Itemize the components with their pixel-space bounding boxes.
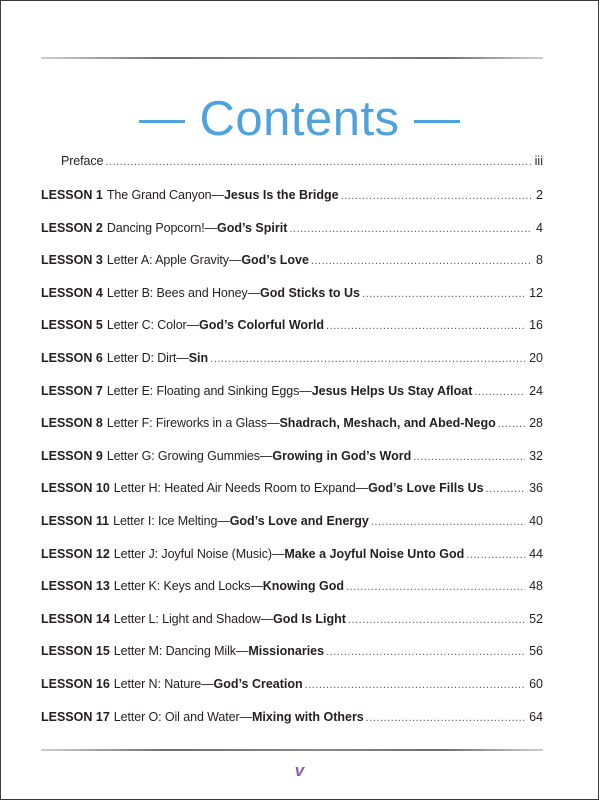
toc-entry-lesson-16[interactable] [41,674,543,694]
toc-entry-lesson-17[interactable] [41,707,543,727]
lesson-theme: Missionaries [248,644,325,659]
dot-leader [474,382,525,402]
title-row [1,89,598,149]
dot-leader [326,316,525,336]
lesson-subtitle: Letter I: Ice Melting— [113,514,230,528]
lesson-theme: God’s Love [241,253,309,268]
dot-leader [311,251,532,271]
dot-leader [326,642,525,662]
lesson-theme: Shadrach, Meshach, and Abed-Nego [279,416,496,431]
lesson-label: LESSON 8 [41,416,103,431]
title-right-dash [414,120,460,123]
lesson-label: LESSON 16 [41,677,110,691]
toc-entry-lesson-2[interactable] [41,218,543,238]
lesson-theme: Sin [188,351,209,365]
dot-leader [289,219,532,239]
lesson-label: LESSON 9 [41,448,103,463]
lesson-page-number: 60 [529,677,543,691]
toc-entry-lesson-14[interactable] [41,609,543,629]
lesson-page-number: 32 [529,448,543,463]
lesson-page-number: 4 [536,220,543,235]
dot-leader [371,512,525,532]
lesson-page-number: 48 [529,579,543,594]
toc-entry-lesson-10[interactable] [41,478,543,498]
preface-page-number: iii [534,154,543,168]
lesson-page-number: 44 [529,546,543,561]
lesson-theme: God’s Love Fills Us [368,481,484,496]
lesson-theme: God’s Spirit [217,220,288,235]
toc-entry-lesson-9[interactable] [41,446,543,466]
lesson-theme: God’s Creation [213,677,303,691]
lesson-subtitle: Letter N: Nature— [113,677,214,691]
lesson-page-number: 36 [529,481,543,496]
lesson-subtitle: Letter J: Joyful Noise (Music)— [113,546,285,561]
page-number: v [294,761,305,780]
lesson-page-number: 52 [529,611,543,626]
lesson-subtitle: Letter A: Apple Gravity— [106,253,242,268]
toc-entry-lesson-8[interactable] [41,413,543,433]
dot-leader [498,414,525,434]
lesson-subtitle: Letter H: Heated Air Needs Room to Expand— [113,481,369,496]
lesson-subtitle: Letter K: Keys and Locks— [113,579,263,594]
page-title: Contents [199,92,400,146]
lesson-label: LESSON 15 [41,644,110,659]
toc-entry-lesson-7[interactable] [41,381,543,401]
lesson-subtitle: Letter E: Floating and Sinking Eggs— [106,383,312,398]
lesson-theme: God’s Love and Energy [229,514,369,528]
lesson-label: LESSON 17 [41,709,110,724]
lesson-label: LESSON 13 [41,579,110,594]
toc-entry-lesson-13[interactable] [41,576,543,596]
dot-leader [210,349,525,369]
lesson-theme: Jesus Helps Us Stay Afloat [311,383,473,398]
lesson-label: LESSON 1 [41,188,103,202]
dot-leader [486,479,525,499]
lesson-label: LESSON 12 [41,546,110,561]
lesson-subtitle: The Grand Canyon— [106,188,224,202]
lesson-subtitle: Letter L: Light and Shadow— [113,611,273,626]
toc-entry-lesson-12[interactable] [41,544,543,564]
lesson-page-number: 12 [529,285,543,300]
dot-leader [346,577,525,597]
lesson-label: LESSON 10 [41,481,110,496]
lesson-label: LESSON 2 [41,220,103,235]
toc-entry-preface[interactable] [61,151,543,171]
lesson-theme: God Is Light [273,611,346,626]
toc-entry-lesson-4[interactable] [41,283,543,303]
lesson-subtitle: Letter M: Dancing Milk— [113,644,249,659]
toc-entry-lesson-1[interactable] [41,185,543,205]
lesson-page-number: 2 [536,188,543,202]
lesson-label: LESSON 4 [41,285,103,300]
lesson-label: LESSON 11 [41,514,110,528]
lesson-page-number: 16 [529,318,543,333]
dot-leader [362,284,525,304]
lesson-theme: Make a Joyful Noise Unto God [284,546,465,561]
dot-leader [413,447,525,467]
toc-entry-lesson-5[interactable] [41,315,543,335]
toc-entry-lesson-3[interactable] [41,250,543,270]
dot-leader [305,675,525,695]
top-divider [41,57,543,59]
lesson-page-number: 40 [529,514,543,528]
bottom-divider [41,749,543,751]
lesson-theme: Mixing with Others [251,709,364,724]
lesson-page-number: 20 [529,351,543,365]
lesson-subtitle: Letter B: Bees and Honey— [106,285,260,300]
dot-leader [466,545,525,565]
lesson-label: LESSON 14 [41,611,110,626]
lesson-theme: Growing in God’s Word [272,448,412,463]
lesson-label: LESSON 7 [41,383,103,398]
lesson-page-number: 8 [536,253,543,268]
lesson-subtitle: Letter C: Color— [106,318,200,333]
lesson-subtitle: Letter G: Growing Gummies— [106,448,273,463]
lesson-label: LESSON 3 [41,253,103,268]
lesson-label: LESSON 6 [41,351,103,365]
lesson-subtitle: Letter D: Dirt— [106,351,189,365]
lesson-page-number: 24 [529,383,543,398]
dot-leader [105,152,530,172]
toc-entry-lesson-11[interactable] [41,511,543,531]
lesson-subtitle: Letter F: Fireworks in a Glass— [106,416,280,431]
lesson-page-number: 64 [529,709,543,724]
lesson-subtitle: Dancing Popcorn!— [106,220,217,235]
lesson-page-number: 28 [529,416,543,431]
dot-leader [348,610,525,630]
dot-leader [366,708,525,728]
lesson-label: LESSON 5 [41,318,103,333]
dot-leader [341,186,532,206]
preface-label: Preface [61,154,104,168]
lesson-theme: Knowing God [262,579,344,594]
lesson-theme: God’s Colorful World [199,318,325,333]
lesson-theme: God Sticks to Us [259,285,361,300]
toc-entry-lesson-6[interactable] [41,348,543,368]
toc-entry-lesson-15[interactable] [41,641,543,661]
lesson-subtitle: Letter O: Oil and Water— [113,709,252,724]
lesson-theme: Jesus Is the Bridge [223,188,339,202]
lesson-page-number: 56 [529,644,543,659]
title-left-dash [139,120,185,123]
